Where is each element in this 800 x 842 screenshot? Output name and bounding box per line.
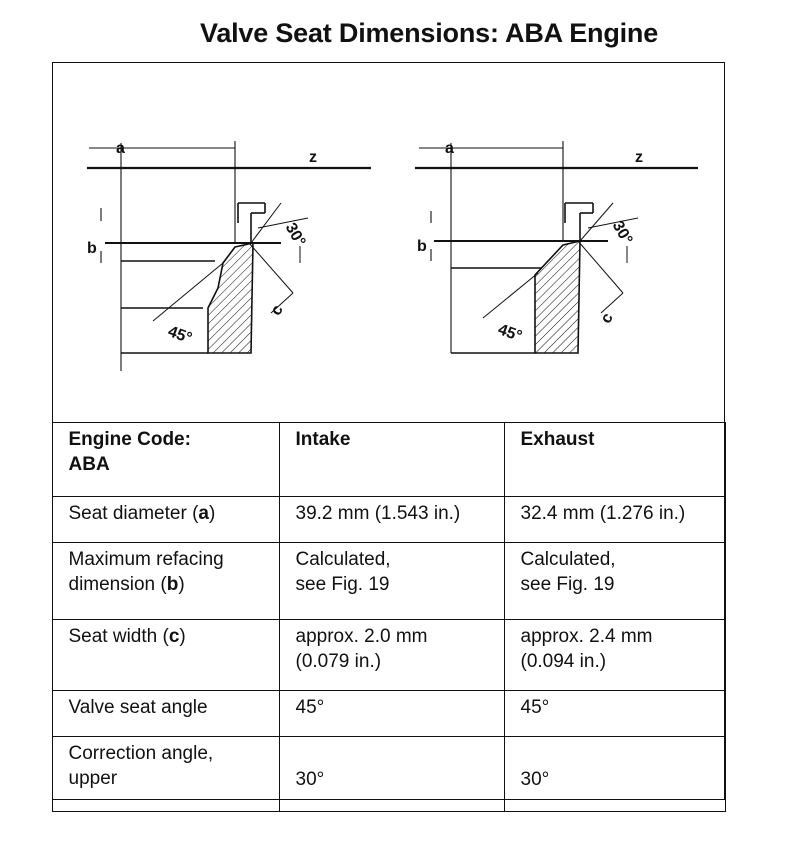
exhaust-label-b: b bbox=[417, 238, 427, 255]
intake-label-a: a bbox=[116, 140, 125, 157]
intake-value: 30° bbox=[279, 737, 504, 812]
intake-label-z: z bbox=[309, 149, 317, 166]
valve-seat-figure bbox=[53, 63, 724, 423]
row-label: Valve seat angle bbox=[52, 691, 279, 737]
row-label: Correction angle, upper bbox=[52, 737, 279, 812]
exhaust-value: approx. 2.4 mm (0.094 in.) bbox=[504, 620, 725, 691]
intake-label-b: b bbox=[87, 240, 97, 257]
exhaust-value: 30° bbox=[504, 737, 725, 812]
exhaust-diagram bbox=[415, 141, 698, 353]
page-title: Valve Seat Dimensions: ABA Engine bbox=[200, 18, 659, 48]
exhaust-label-a: a bbox=[445, 140, 454, 157]
intake-value: approx. 2.0 mm (0.079 in.) bbox=[279, 620, 504, 691]
valve-seat-table bbox=[52, 422, 726, 812]
exhaust-value: 32.4 mm (1.276 in.) bbox=[504, 497, 725, 543]
intake-label-c: c bbox=[267, 302, 287, 319]
intake-diagram bbox=[87, 141, 371, 371]
intake-label-30: 30° bbox=[281, 220, 309, 250]
intake-label-45: 45° bbox=[165, 323, 195, 348]
table-row bbox=[52, 691, 725, 737]
intake-value: 39.2 mm (1.543 in.) bbox=[279, 497, 504, 543]
table-header-row bbox=[52, 423, 725, 497]
row-label: Seat diameter (a) bbox=[52, 497, 279, 543]
exhaust-label-30: 30° bbox=[608, 218, 636, 248]
table-row bbox=[52, 737, 725, 812]
valve-seat-diagrams bbox=[53, 63, 726, 423]
row-label: Seat width (c) bbox=[52, 620, 279, 691]
header-exhaust: Exhaust bbox=[504, 423, 725, 497]
exhaust-label-z: z bbox=[635, 149, 643, 166]
exhaust-value: Calculated, see Fig. 19 bbox=[504, 543, 725, 620]
table-row bbox=[52, 620, 725, 691]
table-row bbox=[52, 543, 725, 620]
table-row bbox=[52, 497, 725, 543]
spec-frame bbox=[52, 62, 725, 800]
exhaust-value: 45° bbox=[504, 691, 725, 737]
exhaust-label-45: 45° bbox=[495, 321, 525, 346]
row-label: Maximum refacing dimension (b) bbox=[52, 543, 279, 620]
intake-value: 45° bbox=[279, 691, 504, 737]
exhaust-label-c: c bbox=[597, 310, 617, 327]
intake-value: Calculated, see Fig. 19 bbox=[279, 543, 504, 620]
header-intake: Intake bbox=[279, 423, 504, 497]
header-engine-code: Engine Code: ABA bbox=[52, 423, 279, 497]
